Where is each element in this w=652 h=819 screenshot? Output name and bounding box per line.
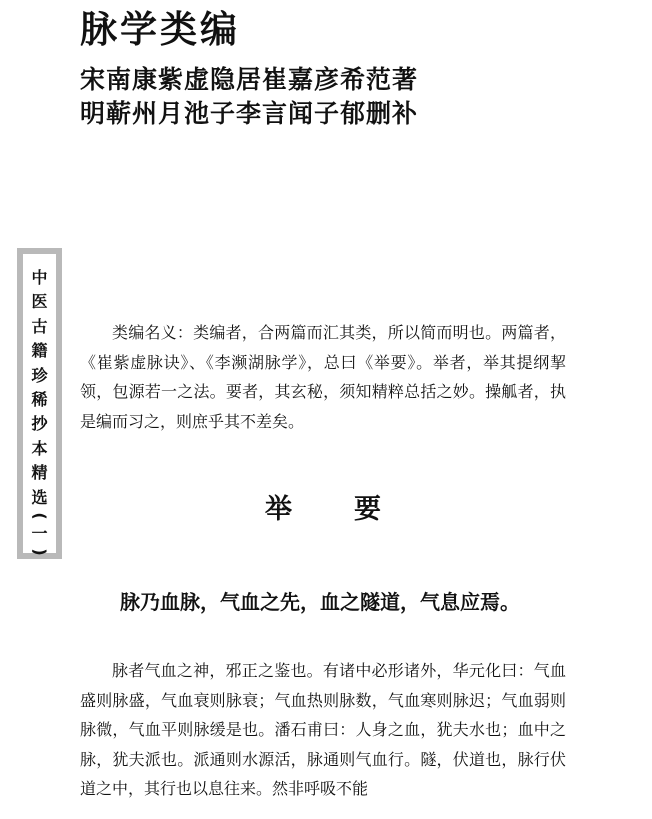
series-char: 选	[31, 487, 48, 507]
series-char: 本	[31, 438, 48, 458]
series-char: 精	[31, 463, 48, 483]
series-sidebar-inner	[23, 254, 56, 557]
section-heading-first: 举	[265, 494, 292, 525]
verse-paragraph: 脉乃血脉，气血之先，血之隧道，气息应焉。	[120, 590, 520, 614]
volume-paren-open: (	[30, 512, 50, 520]
author-line-2: 明蕲州月池子李言闻子郁删补	[80, 99, 419, 128]
series-char: 珍	[31, 365, 48, 385]
intro-paragraph: 类编名义：类编者，合两篇而汇其类，所以简而明也。两篇者，《崔紫虚脉诀》、《李濒湖脉学》，总曰《举要》。举者，举其提纲挈领，包源若一之法。要者，其玄秘，须知精粹总括之妙。操觚者，执是编而习之，则庶乎其不差矣。	[80, 323, 566, 431]
series-char: 医	[31, 292, 48, 312]
series-char: 稀	[31, 390, 48, 410]
section-heading	[80, 493, 566, 527]
series-char: 古	[31, 316, 48, 336]
commentary-paragraph: 脉者气血之神，邪正之鉴也。有诸中必形诸外，华元化曰：气血盛则脉盛，气血衰则脉衰；气血热则脉数，气血寒则脉迟；气血弱则脉微，气血平则脉缓是也。潘石甫曰：人身之血，犹夫水也；血中之脉，犹夫派也。派通则水源活，脉通则气血行。隧，伏道也，脉行伏道之中，其行也以息往来。然非呼吸不能	[80, 661, 566, 798]
series-char: 抄	[31, 414, 48, 434]
series-char: 中	[31, 268, 48, 287]
section-heading-second: 要	[354, 494, 381, 525]
book-title: 脉学类编	[80, 8, 240, 51]
volume-number: 一	[31, 524, 48, 544]
author-line-1: 宋南康紫虚隐居崔嘉彦希范著	[80, 65, 419, 94]
series-sidebar	[17, 248, 62, 559]
series-char: 籍	[31, 341, 48, 361]
volume-paren-close: )	[30, 548, 50, 557]
